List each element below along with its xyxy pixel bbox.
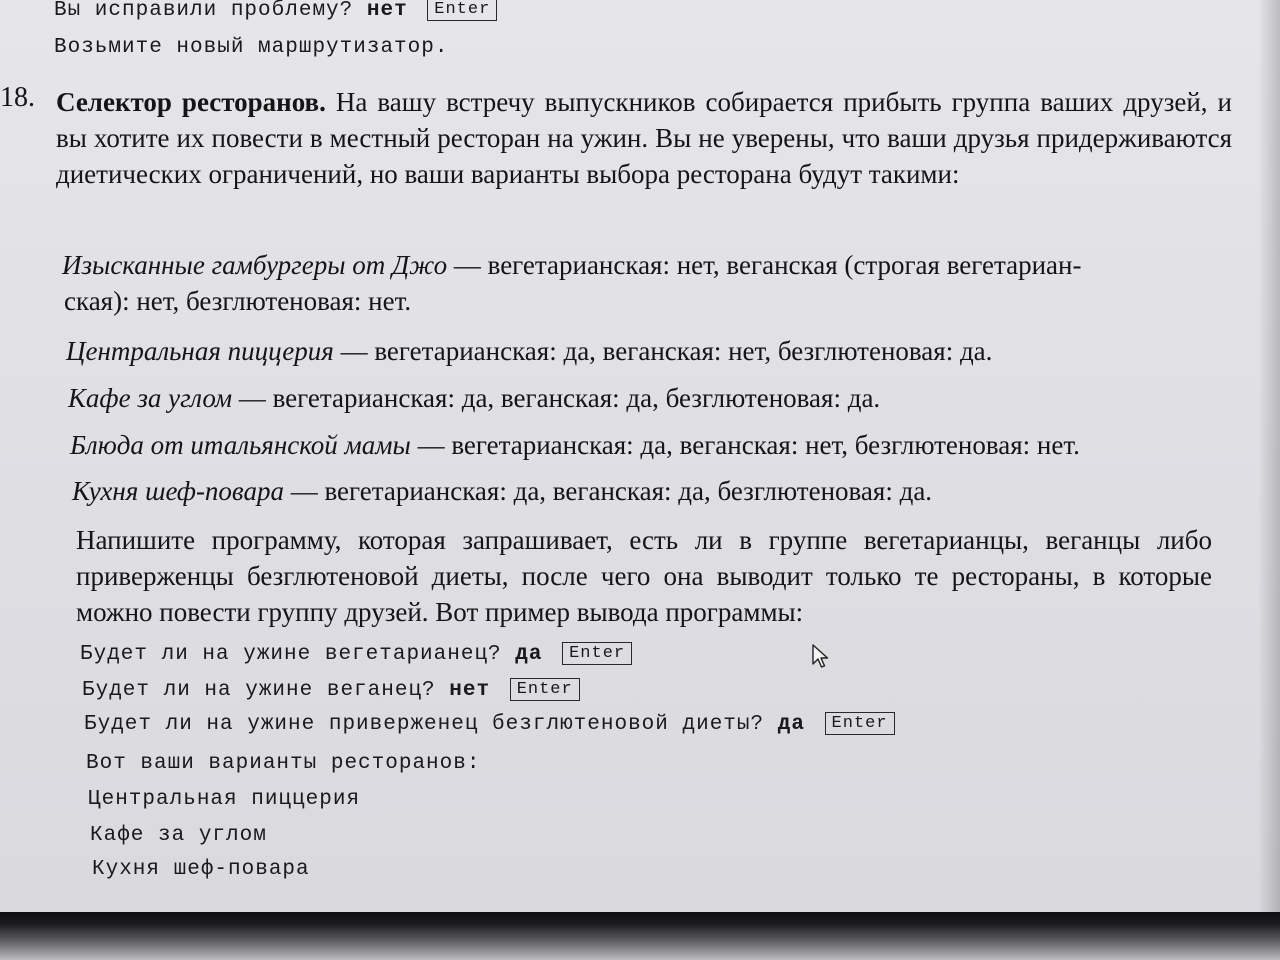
restaurant-diet: — вегетарианская: да, веганская: нет, безглютеновая: да. xyxy=(340,336,993,366)
restaurant-item xyxy=(62,250,1081,281)
task-text: Напишите программу, которая запрашивает, есть ли в группе вегетарианцы, веганцы либо приверженцы безглютеновой диеты, после чего она выводит только те рестораны, в которые можно повести группу друзей. Вот пример вывода программы: xyxy=(76,525,1212,627)
exercise-number: 18. xyxy=(0,82,35,113)
restaurant-name: Блюда от итальянской мамы xyxy=(70,430,411,460)
sample-answer: да xyxy=(515,643,543,666)
sample-question: Будет ли на ужине приверженец безглютеновой диеты? xyxy=(84,713,765,736)
restaurant-name: Центральная пиццерия xyxy=(66,336,334,366)
enter-key-label: Enter xyxy=(510,678,580,701)
sample-output-line: Центральная пиццерия xyxy=(88,788,361,811)
exercise-intro xyxy=(56,84,1232,192)
sample-output-line: Кухня шеф-повара xyxy=(92,858,310,881)
prev-output-line-2: Возьмите новый маршрутизатор. xyxy=(54,36,449,59)
prev-question: Вы исправили проблему? xyxy=(54,0,354,22)
restaurant-name: Кафе за углом xyxy=(68,383,233,413)
sample-line-q1 xyxy=(80,642,632,666)
screen-edge-shadow xyxy=(1258,0,1280,912)
sample-answer: да xyxy=(777,713,805,736)
monitor-bezel xyxy=(0,912,1280,960)
exercise-intro-text: На вашу встречу выпускников собирается прибыть группа ваших друзей, и вы хотите их повести в местный ресторан на ужин. Вы не уверены, что ваши друзья придерживаются диетических ограничений, но ваши варианты выбора ресторана будут такими: xyxy=(56,87,1233,189)
exercise-title: Селектор ресторанов. xyxy=(56,87,326,117)
prev-answer: нет xyxy=(366,0,408,22)
restaurant-name: Кухня шеф-повара xyxy=(72,476,284,506)
prev-output-line-1 xyxy=(54,0,497,22)
restaurant-diet: — вегетарианская: да, веганская: да, безглютеновая: да. xyxy=(238,383,881,413)
restaurant-item xyxy=(72,476,932,507)
sample-answer: нет xyxy=(449,679,491,702)
sample-question: Будет ли на ужине веганец? xyxy=(82,679,436,702)
enter-key-label: Enter xyxy=(825,712,895,735)
restaurant-item xyxy=(68,383,880,414)
enter-key-label: Enter xyxy=(562,642,632,665)
mouse-pointer-icon xyxy=(812,644,830,670)
restaurant-name: Изысканные гамбургеры от Джо xyxy=(62,250,448,280)
sample-output-line: Кафе за углом xyxy=(90,824,267,847)
restaurant-item-continued: ская): нет, безглютеновая: нет. xyxy=(64,286,412,316)
restaurant-diet: — вегетарианская: да, веганская: нет, безглютеновая: нет. xyxy=(417,430,1080,460)
restaurant-diet: — вегетарианская: нет, веганская (строгая вегетариан- xyxy=(453,250,1082,280)
restaurant-item xyxy=(66,336,992,367)
sample-output-header: Вот ваши варианты ресторанов: xyxy=(86,752,481,775)
sample-line-q2 xyxy=(82,678,580,702)
restaurant-item xyxy=(70,430,1080,461)
restaurant-diet: — вегетарианская: да, веганская: да, безглютеновая: да. xyxy=(290,476,933,506)
sample-line-q3 xyxy=(84,712,895,736)
sample-question: Будет ли на ужине вегетарианец? xyxy=(80,643,502,666)
enter-key-label: Enter xyxy=(427,0,497,21)
